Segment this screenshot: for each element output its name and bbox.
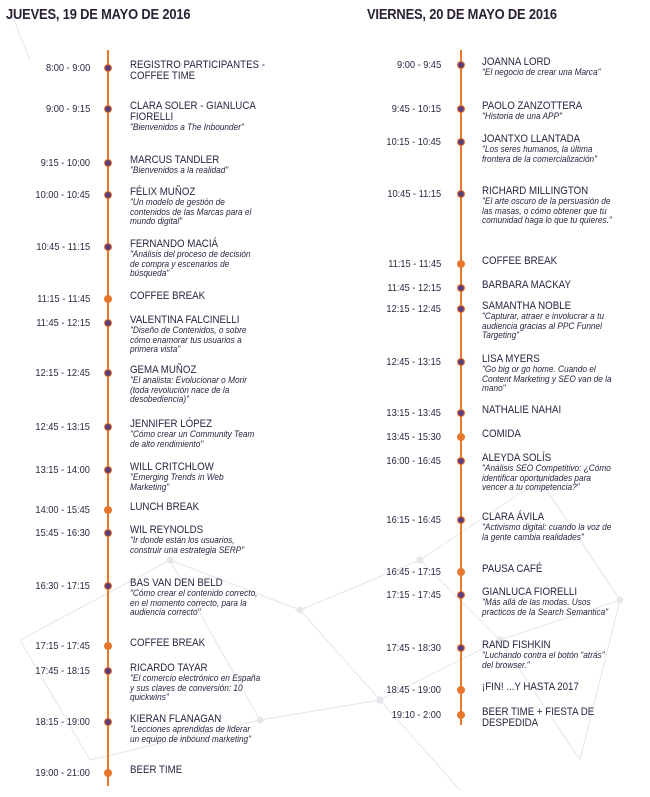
session-speaker: ¡FIN! ...Y HASTA 2017 bbox=[482, 681, 579, 693]
day-title: VIERNES, 20 DE MAYO DE 2016 bbox=[367, 6, 557, 23]
timeline-dot bbox=[457, 457, 465, 465]
session-speaker: VALENTINA FALCINELLI bbox=[130, 314, 240, 326]
timeline-dot bbox=[104, 466, 112, 474]
session-talk-title: "Bienvenidos a The Inbounder" bbox=[130, 122, 244, 132]
session-content bbox=[130, 60, 270, 82]
timeline-line bbox=[460, 50, 462, 725]
timeline-dot bbox=[104, 191, 112, 199]
timeline-dot bbox=[457, 409, 465, 417]
session-content bbox=[482, 301, 622, 341]
session-talk-title: "Activismo digital: cuando la voz de la gente cambia realidades" bbox=[482, 522, 612, 542]
timeline-dot bbox=[104, 529, 112, 537]
session-time: 16:00 - 16:45 bbox=[386, 455, 441, 467]
timeline-dot bbox=[104, 582, 112, 590]
session-time: 17:45 - 18:30 bbox=[386, 642, 441, 654]
session-time: 13:45 - 15:30 bbox=[386, 431, 441, 443]
session-content bbox=[482, 453, 622, 493]
session-time: 18:15 - 19:00 bbox=[35, 716, 90, 728]
session-content bbox=[482, 186, 622, 226]
session-speaker: PAUSA CAFÉ bbox=[482, 563, 543, 575]
timeline-dot bbox=[457, 686, 465, 694]
session-content bbox=[130, 315, 270, 355]
session-speaker: NATHALIE NAHAI bbox=[482, 404, 562, 416]
timeline-dot bbox=[104, 769, 112, 777]
session-speaker: PAOLO ZANZOTTERA bbox=[482, 100, 583, 112]
session-talk-title: "Emerging Trends in Web Marketing" bbox=[130, 472, 224, 492]
timeline-dot bbox=[457, 568, 465, 576]
session-time: 9:00 - 9:45 bbox=[396, 59, 441, 71]
session-speaker: WIL REYNOLDS bbox=[130, 524, 204, 536]
session-speaker: ALEYDA SOLÍS bbox=[482, 452, 552, 464]
timeline-dot bbox=[104, 506, 112, 514]
session-content bbox=[130, 419, 270, 449]
session-content bbox=[130, 638, 270, 649]
session-speaker: WILL CRITCHLOW bbox=[130, 461, 214, 473]
session-speaker: JENNIFER LÓPEZ bbox=[130, 418, 213, 430]
session-speaker: BEER TIME bbox=[130, 764, 183, 776]
session-time: 9:45 - 10:15 bbox=[391, 103, 441, 115]
session-time: 19:00 - 21:00 bbox=[35, 767, 90, 779]
session-content bbox=[482, 564, 622, 575]
session-time: 12:45 - 13:15 bbox=[386, 356, 441, 368]
timeline-dot bbox=[457, 305, 465, 313]
session-time: 10:15 - 10:45 bbox=[386, 136, 441, 148]
timeline-dot bbox=[104, 369, 112, 377]
timeline-dot bbox=[104, 319, 112, 327]
session-content bbox=[130, 291, 270, 302]
timeline-dot bbox=[457, 260, 465, 268]
session-time: 12:15 - 12:45 bbox=[386, 303, 441, 315]
session-speaker: COFFEE BREAK bbox=[482, 255, 558, 267]
timeline-dot bbox=[104, 667, 112, 675]
timeline-dot bbox=[457, 190, 465, 198]
session-content bbox=[130, 187, 270, 227]
timeline-dot bbox=[104, 718, 112, 726]
session-time: 9:00 - 9:15 bbox=[45, 103, 90, 115]
session-time: 8:00 - 9:00 bbox=[45, 62, 90, 74]
session-speaker: JOANNA LORD bbox=[482, 56, 551, 68]
session-content bbox=[130, 525, 270, 555]
session-talk-title: "Lecciones aprendidas de liderar un equipo de inbound marketing" bbox=[130, 724, 252, 744]
session-time: 13:15 - 13:45 bbox=[386, 407, 441, 419]
timeline-dot bbox=[457, 516, 465, 524]
session-time: 17:45 - 18:15 bbox=[35, 665, 90, 677]
timeline-dot bbox=[104, 159, 112, 167]
session-speaker: BEER TIME + FIESTA DE DESPEDIDA bbox=[482, 706, 595, 729]
session-time: 12:45 - 13:15 bbox=[35, 421, 90, 433]
session-talk-title: "Los seres humanos, la última frontera de la comercialización" bbox=[482, 144, 598, 164]
timeline-dot bbox=[457, 358, 465, 366]
session-talk-title: "El comercio electrónico en España y sus claves de conversión: 10 quickwins" bbox=[130, 673, 261, 703]
session-time: 16:15 - 16:45 bbox=[386, 514, 441, 526]
session-content bbox=[482, 682, 622, 693]
session-time: 11:45 - 12:15 bbox=[36, 317, 90, 329]
timeline-dot bbox=[104, 243, 112, 251]
session-talk-title: "Cómo crear el contenido correcto, en el momento correcto, para la audiencia correcto" bbox=[130, 588, 258, 618]
session-talk-title: "Análisis del proceso de decisión de compra y escenarios de búsqueda" bbox=[130, 249, 251, 279]
session-talk-title: "Cómo crear un Community Team de alto rendimiento" bbox=[130, 429, 255, 449]
session-time: 13:15 - 14:00 bbox=[35, 464, 90, 476]
session-content bbox=[130, 155, 270, 176]
session-talk-title: "Ir donde están los usuarios, construir una estrategia SERP" bbox=[130, 535, 245, 555]
session-content bbox=[482, 134, 622, 164]
session-speaker: RAND FISHKIN bbox=[482, 639, 551, 651]
session-speaker: BARBARA MACKAY bbox=[482, 279, 571, 291]
session-talk-title: "El arte oscuro de la persuasión de las masas, o cómo obtener que tu comunidad haga lo que tu quieres." bbox=[482, 196, 612, 226]
session-time: 9:15 - 10:00 bbox=[40, 157, 90, 169]
session-time: 14:00 - 15:45 bbox=[35, 504, 90, 516]
session-time: 11:15 - 11:45 bbox=[36, 293, 90, 305]
session-speaker: MARCUS TANDLER bbox=[130, 154, 220, 166]
session-speaker: JOANTXO LLANTADA bbox=[482, 133, 581, 145]
session-talk-title: "El negocio de crear una Marca" bbox=[482, 67, 601, 77]
timeline-dot bbox=[457, 284, 465, 292]
session-talk-title: "Go big or go home. Cuando el Content Marketing y SEO van de la mano" bbox=[482, 364, 612, 394]
session-content bbox=[130, 578, 270, 618]
timeline-dot bbox=[457, 61, 465, 69]
session-time: 19:10 - 2:00 bbox=[391, 709, 441, 721]
session-talk-title: "Luchando contra el botón “atrás” del browser." bbox=[482, 650, 605, 670]
timeline-dot bbox=[457, 105, 465, 113]
session-content bbox=[130, 462, 270, 492]
session-time: 17:15 - 17:45 bbox=[386, 589, 441, 601]
session-content bbox=[130, 714, 270, 744]
session-content bbox=[482, 101, 622, 122]
session-talk-title: "Un modelo de gestión de contenidos de las Marcas para el mundo digital" bbox=[130, 197, 252, 227]
timeline-dot bbox=[457, 433, 465, 441]
session-speaker: FERNANDO MACIÁ bbox=[130, 238, 219, 250]
session-speaker: CLARA ÁVILA bbox=[482, 511, 545, 523]
session-speaker: COMIDA bbox=[482, 428, 521, 440]
session-talk-title: "Diseño de Contenidos, o sobre cómo enamorar tus usuarios a primera vista" bbox=[130, 325, 247, 355]
session-talk-title: "El analista: Evolucionar o Morir (toda revolución nace de la desobediencia)" bbox=[130, 375, 247, 405]
session-time: 18:45 - 19:00 bbox=[386, 684, 441, 696]
session-speaker: REGISTRO PARTICIPANTES - COFFEE TIME bbox=[130, 59, 265, 82]
session-content bbox=[482, 405, 622, 416]
session-talk-title: "Capturar, atraer e involucrar a tu audiencia gracias al PPC Funnel Targeting" bbox=[482, 311, 604, 341]
timeline-dot bbox=[104, 105, 112, 113]
timeline-dot bbox=[104, 64, 112, 72]
session-time: 17:15 - 17:45 bbox=[35, 640, 90, 652]
session-talk-title: "Más allá de las modas. Usos practicos de la Search Semantica" bbox=[482, 597, 609, 617]
session-speaker: SAMANTHA NOBLE bbox=[482, 300, 572, 312]
session-content bbox=[482, 512, 622, 542]
session-content bbox=[482, 354, 622, 394]
session-content bbox=[482, 707, 622, 729]
session-content bbox=[482, 429, 622, 440]
timeline-dot bbox=[104, 295, 112, 303]
session-speaker: COFFEE BREAK bbox=[130, 637, 206, 649]
session-time: 12:15 - 12:45 bbox=[35, 367, 90, 379]
session-speaker: LISA MYERS bbox=[482, 353, 540, 365]
session-content bbox=[130, 365, 270, 405]
timeline-dot bbox=[104, 423, 112, 431]
session-speaker: KIERAN FLANAGAN bbox=[130, 713, 222, 725]
session-content bbox=[482, 256, 622, 267]
session-content bbox=[130, 502, 270, 513]
session-time: 10:45 - 11:15 bbox=[387, 188, 441, 200]
session-speaker: CLARA SOLER - GIANLUCA FIORELLI bbox=[130, 100, 256, 123]
timeline-dot bbox=[457, 138, 465, 146]
session-content bbox=[482, 587, 622, 617]
session-speaker: FÉLIX MUÑOZ bbox=[130, 186, 196, 198]
session-speaker: RICHARD MILLINGTON bbox=[482, 185, 589, 197]
session-content bbox=[130, 765, 270, 776]
session-talk-title: "Bienvenidos a la realidad" bbox=[130, 165, 229, 175]
day-title: JUEVES, 19 DE MAYO DE 2016 bbox=[6, 6, 191, 23]
session-content bbox=[482, 280, 622, 291]
session-speaker: COFFEE BREAK bbox=[130, 290, 206, 302]
session-speaker: RICARDO TAYAR bbox=[130, 662, 208, 674]
session-talk-title: "Análisis SEO Competitivo: ¿Cómo identificar oportunidades para vencer a tu competencia?" bbox=[482, 463, 611, 493]
timeline-dot bbox=[457, 711, 465, 719]
session-time: 11:15 - 11:45 bbox=[387, 258, 441, 270]
session-content bbox=[130, 663, 270, 703]
session-time: 10:45 - 11:15 bbox=[36, 241, 90, 253]
session-time: 16:45 - 17:15 bbox=[386, 566, 441, 578]
session-speaker: LUNCH BREAK bbox=[130, 501, 200, 513]
session-content bbox=[482, 57, 622, 78]
timeline-dot bbox=[457, 644, 465, 652]
timeline-dot bbox=[457, 591, 465, 599]
session-content bbox=[130, 101, 270, 133]
session-time: 16:30 - 17:15 bbox=[35, 580, 90, 592]
session-speaker: GEMA MUÑOZ bbox=[130, 364, 197, 376]
session-talk-title: "Historia de una APP" bbox=[482, 111, 563, 121]
session-time: 15:45 - 16:30 bbox=[35, 527, 90, 539]
session-time: 10:00 - 10:45 bbox=[35, 189, 90, 201]
session-time: 11:45 - 12:15 bbox=[387, 282, 441, 294]
session-speaker: GIANLUCA FIORELLI bbox=[482, 586, 578, 598]
session-speaker: BAS VAN DEN BELD bbox=[130, 577, 223, 589]
session-content bbox=[482, 640, 622, 670]
timeline-dot bbox=[104, 642, 112, 650]
session-content bbox=[130, 239, 270, 279]
